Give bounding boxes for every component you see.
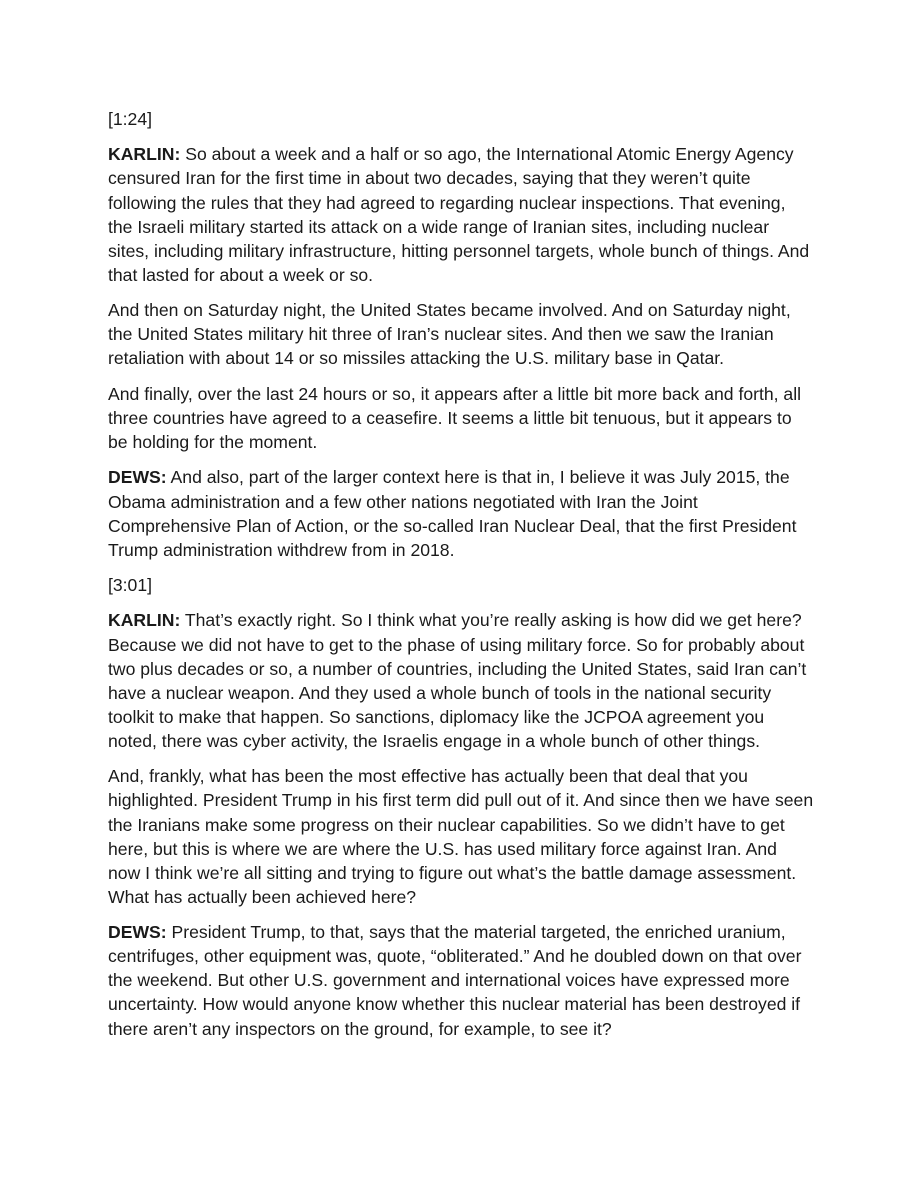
speaker-name: KARLIN:: [108, 610, 181, 631]
paragraph: And, frankly, what has been the most effective has actually been that deal that you highlighted. President Trump in his first term did pull out of it. And since then we have seen the Iranians make some progress on their nuclear capabilities. So we didn’t have to get here, but this is where we are where the U.S. has used military force against Iran. And now I think we’re all sitting and trying to figure out what’s the battle damage assessment. What has actually been achieved here?: [108, 766, 814, 907]
speech-text: And also, part of the larger context here is that in, I believe it was July 2015, the Obama administration and a few other nations negotiated with Iran the Joint Comprehensive Plan of Action, or the so-called Iran Nuclear Deal, that the first President Trump administration withdrew from in 2018.: [108, 467, 797, 560]
speaker-paragraph: [108, 465, 814, 561]
speech-text: So about a week and a half or so ago, the International Atomic Energy Agency censured Iran for the first time in about two decades, saying that they weren’t quite following the rules that they had agreed to regarding nuclear inspections. That evening, the Israeli military started its attack on a wide range of Iranian sites, including nuclear sites, including military infrastructure, hitting personnel targets, whole bunch of things. And that lasted for about a week or so.: [108, 144, 810, 285]
speaker-paragraph: [108, 920, 814, 1040]
speech-text: President Trump, to that, says that the material targeted, the enriched uranium, centrifuges, other equipment was, quote, “obliterated.” And he doubled down on that over the weekend. But other U.S. government and international voices have expressed more uncertainty. How would anyone know whether this nuclear material has been destroyed if there aren’t any inspectors on the ground, for example, to see it?: [108, 922, 802, 1039]
speaker-paragraph: [108, 608, 814, 753]
timestamp: [3:01]: [108, 575, 153, 596]
paragraph: And finally, over the last 24 hours or so, it appears after a little bit more back and forth, all three countries have agreed to a ceasefire. It seems a little bit tenuous, but it appears to be holding for the moment.: [108, 383, 802, 453]
speaker-name: KARLIN:: [108, 144, 181, 165]
speaker-paragraph: [108, 142, 814, 287]
speaker-name: DEWS:: [108, 922, 167, 943]
speech-text: That’s exactly right. So I think what you’re really asking is how did we get here? Because we did not have to get to the phase of using military force. So for probably about two plus decades or so, a number of countries, including the United States, said Iran can’t have a nuclear weapon. And they used a whole bunch of tools in the national security toolkit to make that happen. So sanctions, diplomacy like the JCPOA agreement you noted, there was cyber activity, the Israelis engage in a whole bunch of other things.: [108, 610, 807, 751]
transcript-page: [108, 107, 814, 1052]
speaker-name: DEWS:: [108, 467, 167, 488]
paragraph: And then on Saturday night, the United States became involved. And on Saturday night, the United States military hit three of Iran’s nuclear sites. And then we saw the Iranian retaliation with about 14 or so missiles attacking the U.S. military base in Qatar.: [108, 300, 791, 369]
timestamp: [1:24]: [108, 109, 153, 129]
